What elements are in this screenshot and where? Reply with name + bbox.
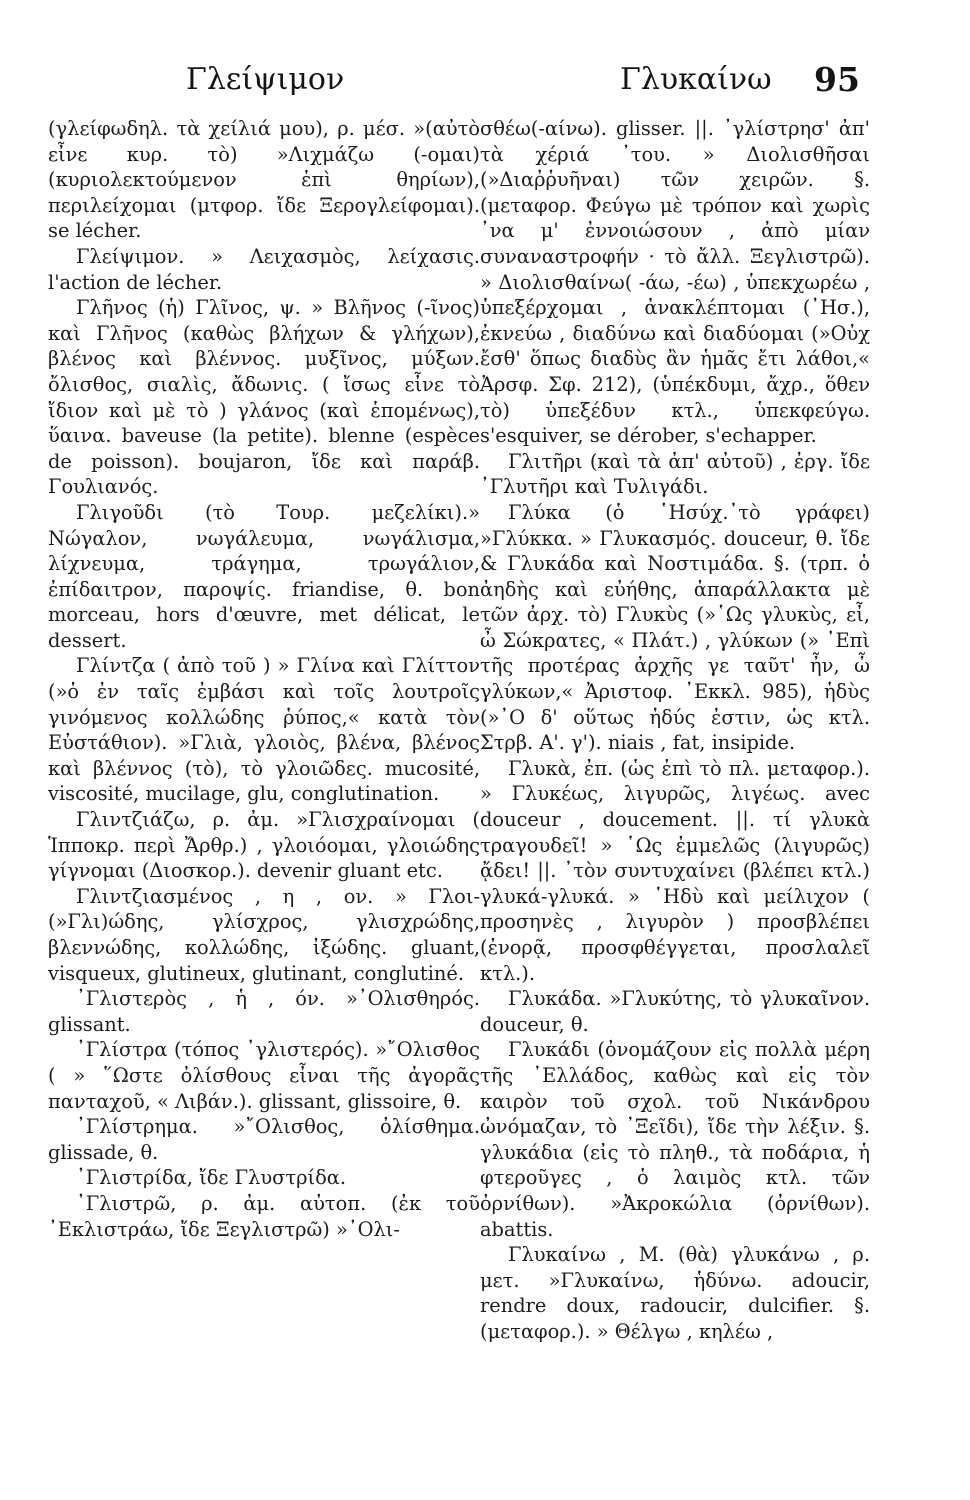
page-number: 95	[814, 60, 860, 99]
entry-paragraph: ᾿Γλιστερὸς , ἡ , όν. »᾿Ολισθηρός. glissant.	[48, 987, 480, 1036]
entry-paragraph: Γλύκα (ὁ ῾Ησύχ.᾿τὸ γράφει) »Γλύκκα. » Γλυκασμός. douceur, θ. ἴδε & Γλυκάδα καὶ Νοστιμάδα. §. (τρπ. ὁ ἀηδὴς καὶ εὐήθης, ἀπαράλλακτα μὲ τῶν ἀρχ. τὸ) Γλυκὺς (»῾Ως γλυκὺς, εἶ, ὦ Σώκρατες, « Πλάτ.) , γλύκων (» ᾿Επὶ τῆς προτέρας ἀρχῆς γε ταῦτ' ἦν, ὦ γλύκων,« Ἀριστοφ. ᾿Εκκλ. 985), ἡδὺς (»᾿Ο δ' οὕτως ἡδύς ἐστιν, ὡς κτλ. Στρβ. Α'. γ'). niais , fat, insipide.	[480, 500, 870, 755]
entry-paragraph: ᾿Γλιστρῶ, ρ. ἀμ. αὐτοπ. (ἐκ τοῦ ᾿Εκλιστράω, ἴδε Ξεγλιστρῶ) »᾿Ολι-	[48, 1191, 480, 1241]
entry-paragraph: Γλιντζιασμένος , η , ον. » Γλοι- (»Γλι)ώδης, γλίσχρος, γλισχρώδης, βλεννώδης, κολλώδης, ἰξώδης. gluant, visqueux, glutineux, glutinant, conglutiné.	[48, 884, 480, 985]
entry-paragraph: ᾿Γλίστρημα. »῎Ολισθος, ὀλίσθημα. glissade, θ.	[48, 1115, 480, 1164]
entry-paragraph: ᾿Γλιστρίδα, ἴδε Γλυστρίδα.	[76, 1166, 347, 1190]
entry-paragraph: Γλίντζα ( ἀπὸ τοῦ ) » Γλίνα καὶ Γλίττον (»ὁ ἐν ταῖς ἐμβάσι καὶ τοῖς λουτροῖς γινόμενος κολλώδης ῥύπος,« κατὰ τὸν Εὐστάθιον). »Γλιὰ, γλοιὸς, βλένα, βλένος καὶ βλέννος (τὸ), τὸ γλοιῶδες. mucosité, viscosité, mucilage, glu, conglutination.	[48, 654, 480, 806]
header-right-guide-word: Γλυκαίνω	[620, 62, 772, 97]
entry-paragraph: Γλυκὰ, ἐπ. (ὡς ἐπὶ τὸ πλ. μεταφορ.). » Γλυκέως, λιγυρῶς, λιγέως. avec douceur , doucement. ||. τί γλυκὰ τραγουδεῖ! » ῾Ως ἐμμελῶς (λιγυρῶς) ᾄδει! ||. ᾿τὸν συντυχαίνει (βλέπει κτλ.) γλυκά-γλυκά. » ῾Ηδὺ καὶ μείλιχον ( προσηνὲς , λιγυρὸν ) προσβλέπει (ἐνορᾷ, προσφθέγγεται, προσλαλεῖ κτλ.).	[480, 756, 870, 985]
right-column	[480, 116, 870, 1345]
entry-paragraph: Γλυκάδι (ὀνομάζουν εἰς πολλὰ μέρη τῆς ᾿Ελλάδος, καθὼς καὶ εἰς τὸν καιρὸν τοῦ σχολ. τοῦ Νικάνδρου ὠνόμαζαν, τὸ ᾿Ξεῖδι), ἴδε τὴν λέξιν. §. γλυκάδια (εἰς τὸ πληθ., τὰ ποδάρια, ἡ φτεροῦγες , ὁ λαιμὸς κτλ. τῶν ὀρνίθων). »Ἀκροκώλια (ὀρνίθων). abattis.	[480, 1038, 870, 1241]
entry-paragraph: Γλυκαίνω , Μ. (θὰ) γλυκάνω , ρ. μετ. »Γλυκαίνω, ἡδύνω. adoucir, rendre doux, radoucir, dulcifier. §. (μεταφορ.). » Θέλγω , κηλέω ,	[480, 1243, 870, 1343]
header-left-guide-word: Γλείψιμον	[186, 62, 345, 97]
left-column	[48, 116, 480, 1242]
entry-paragraph: ᾿Γλίστρα (τόπος ᾿γλιστερός). »῎Ολισθος ( » ῞Ωστε ὀλίσθους εἶναι τῆς ἀγορᾶς πανταχοῦ, « Λιβάν.). glissant, glissoire, θ.	[48, 1038, 480, 1113]
entry-paragraph: σθέω(-αίνω). glisser. ||. ᾿γλίστρησ' ἀπ' τὰ χέριά ᾿του. » Διολισθῆσαι (»Διαῤῥυῆναι) τῶν χειρῶν. §. (μεταφορ. Φεύγω μὲ τρόπον καὶ χωρὶς ᾿να μ' ἐννοιώσουν , ἀπὸ μίαν συναναστροφήν · τὸ ἄλλ. Ξεγλιστρῶ). » Διολισθαίνω( -άω, -έω) , ὑπεκχωρέω , ὑπεξέρχομαι , ἀνακλέπτομαι (᾿Ησ.), ἐκνεύω , διαδύνω καὶ διαδύομαι (»Οὐχ ἔσθ' ὅπως διαδὺς ἂν ἡμᾶς ἔτι λάθοι,« Ἀρσφ. Σφ. 212), (ὑπέκδυμι, ἄχρ., ὅθεν τὸ) ὑπεξέδυν κτλ., ὑπεκφεύγω. s'esquiver, se dérober, s'echapper.	[480, 117, 870, 448]
entry-paragraph: Γλιγοῦδι (τὸ Τουρ. μεζελίκι).» Νώγαλον, νωγάλευμα, νωγάλισμα, λίχνευμα, τράγημα, τρωγάλιον, ἐπίδαιτρον, παροψίς. friandise, θ. bon morceau, hors d'œuvre, met délicat, le dessert.	[48, 500, 480, 652]
entry-paragraph: Γλιτῆρι (καὶ τὰ ἀπ' αὐτοῦ) , ἐργ. ἴδε ᾿Γλυτῆρι καὶ Τυλιγάδι.	[480, 449, 870, 499]
entry-paragraph: Γλῆνος (ἡ) Γλῖνος, ψ. » Βλῆνος (-ῖνος) καὶ Γλῆνος (καθὼς βλήχων & γλήχων), βλένος καὶ βλέννος. μυξῖνος, μύξων. ὄλισθος, σιαλὶς, ἄδωνις. ( ἴσως εἶνε τὸ ἴδιον καὶ μὲ τὸ ) γλάνος (καὶ ἑπομένως), ὕαινα. baveuse (la petite). blenne (espèce de poisson). boujaron, ἴδε καὶ παράβ. Γουλιανός.	[48, 296, 480, 499]
entry-paragraph: Γλυκάδα. »Γλυκύτης, τὸ γλυκαῖνον. douceur, θ.	[480, 987, 870, 1036]
entry-paragraph: Γλιντζιάζω, ρ. ἀμ. »Γλισχραίνομαι ( Ἱπποκρ. περὶ Ἄρθρ.) , γλοιόομαι, γλοιώδης γίγνομαι (Διοσκορ.). devenir gluant etc.	[48, 808, 480, 883]
entry-paragraph: Γλείψιμον. » Λειχασμὸς, λείχασις. l'action de lécher.	[48, 244, 480, 294]
entry-paragraph: (γλείφωδηλ. τὰ χείλιά μου), ρ. μέσ. »(αὐτὸ εἶνε κυρ. τὸ) »Λιχμάζω (-ομαι) (κυριολεκτούμενον ἐπὶ θηρίων), περιλείχομαι (μτφορ. ἴδε Ξερογλείφομαι). se lécher.	[48, 117, 480, 243]
running-header	[60, 58, 860, 102]
